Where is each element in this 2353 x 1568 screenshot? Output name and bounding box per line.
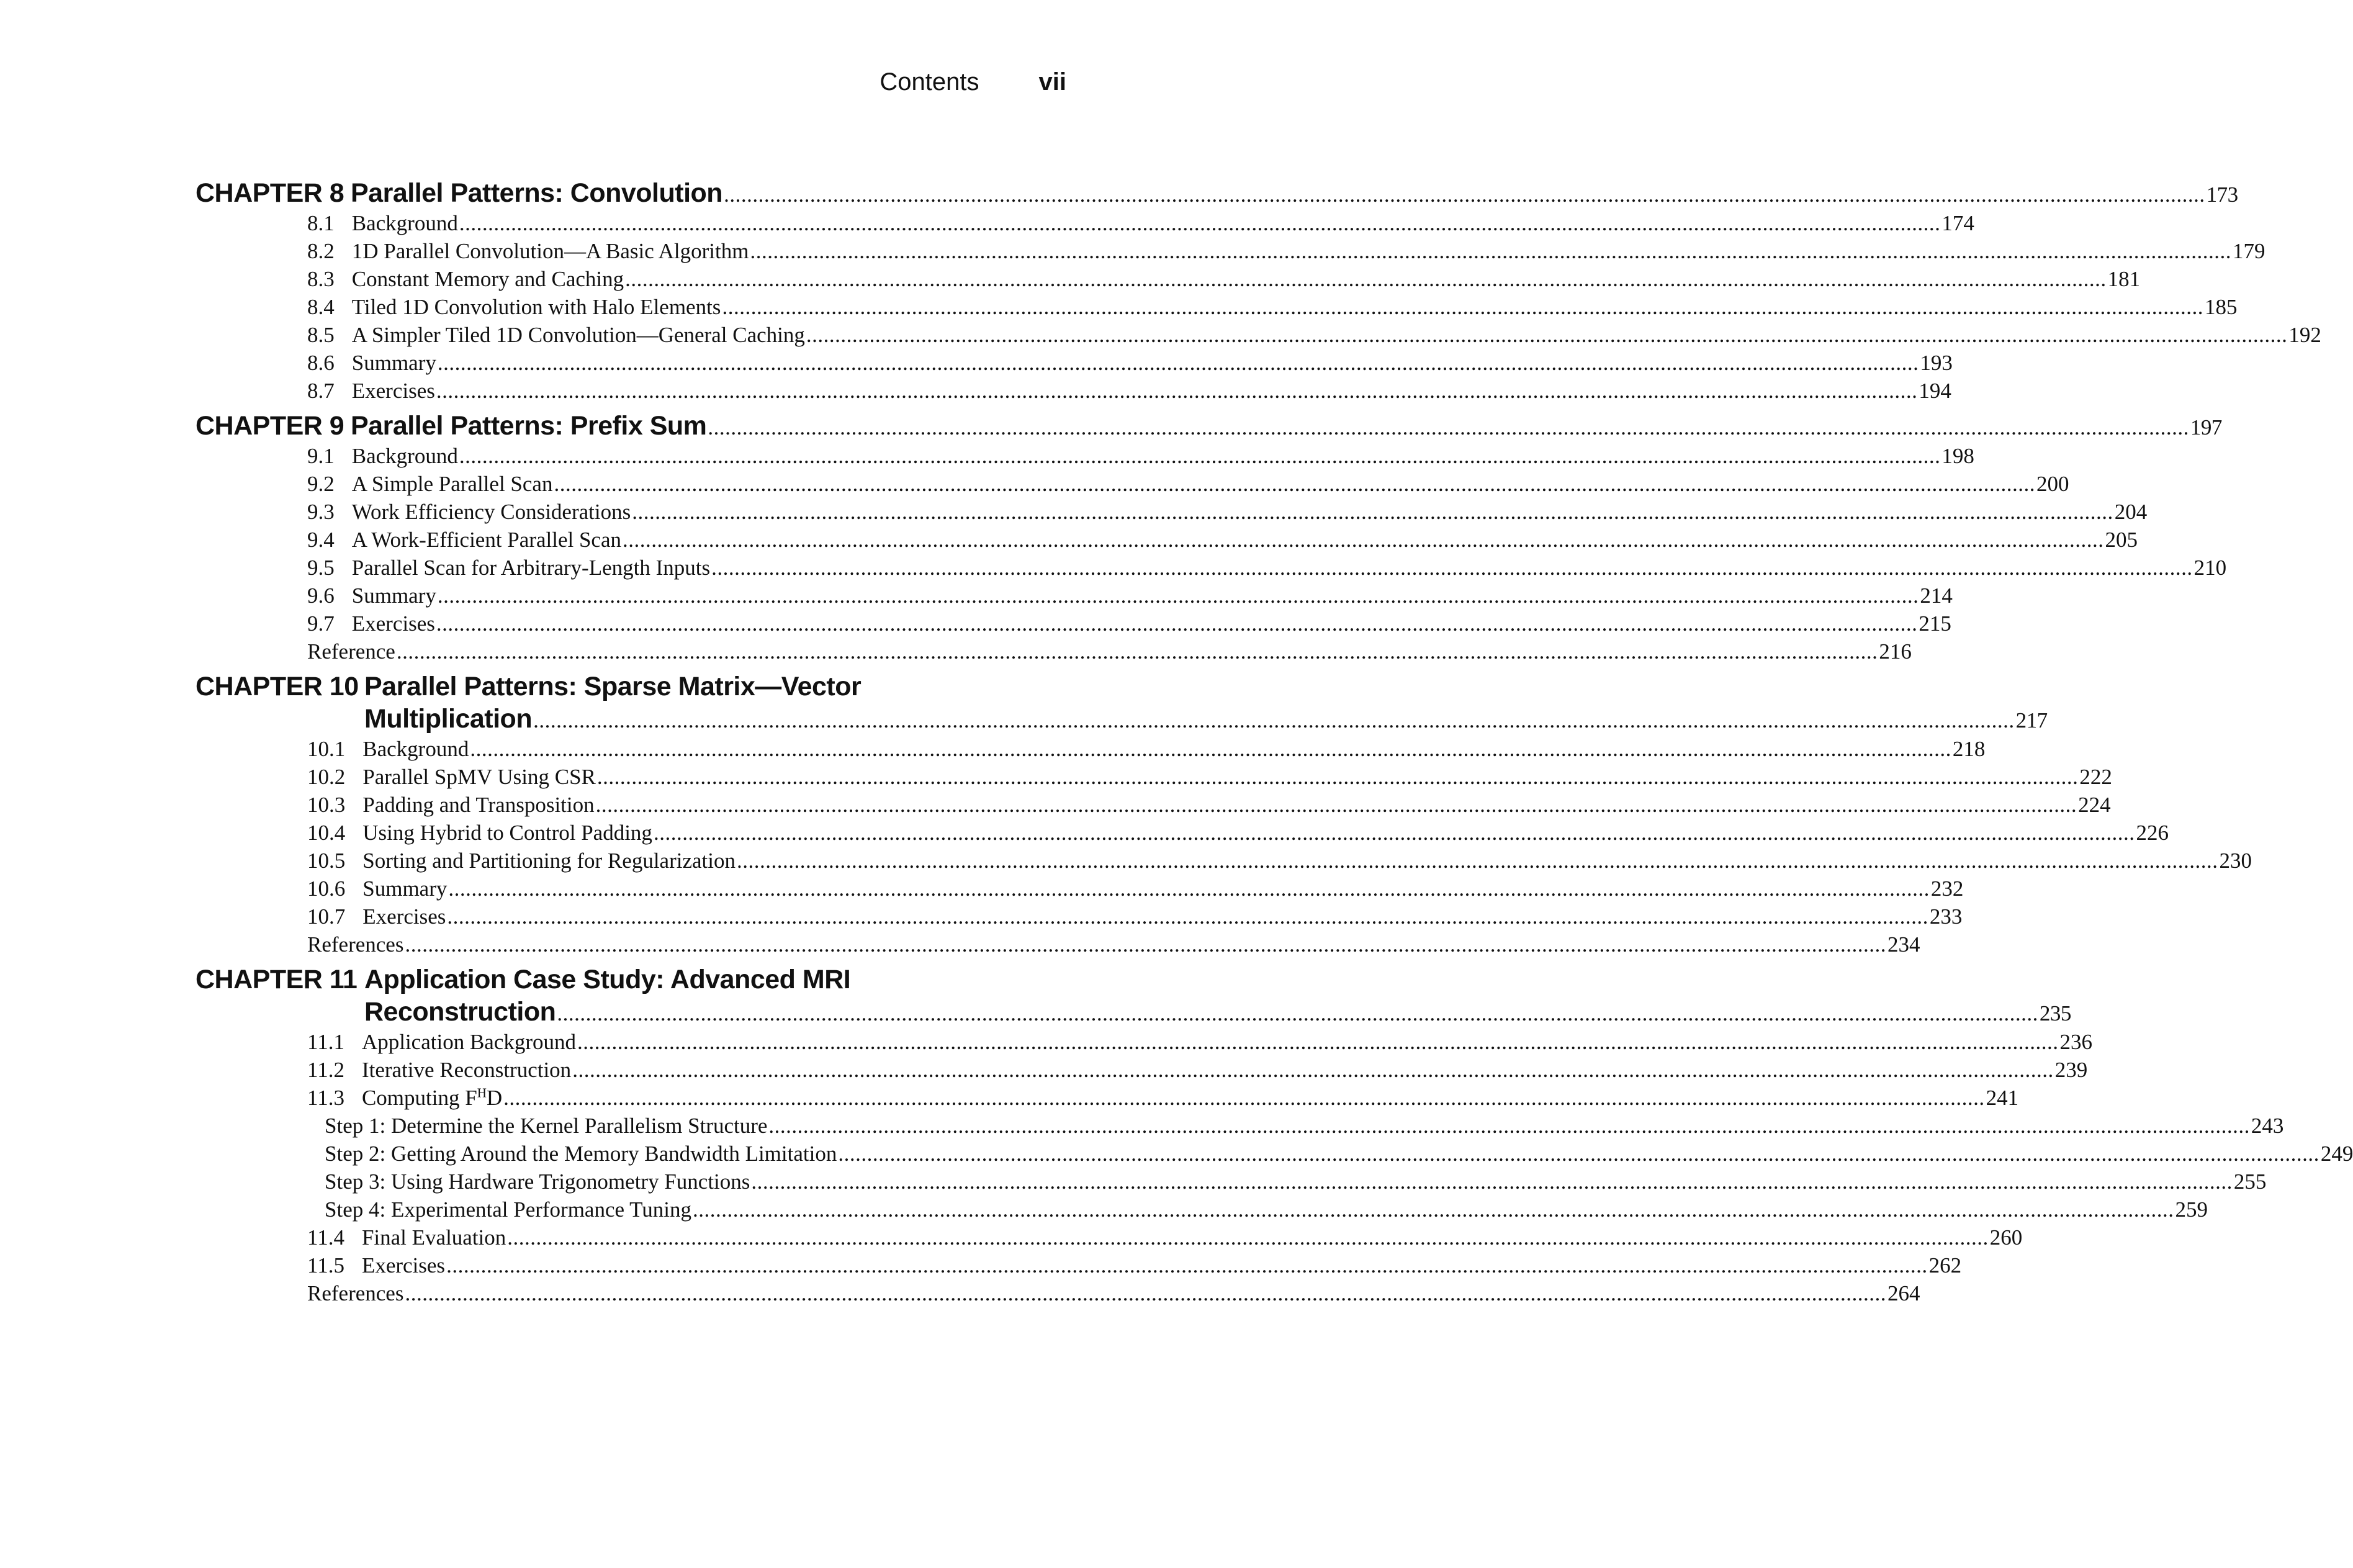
toc-row[interactable] (307, 237, 2265, 265)
section-title-text: Step 4: Experimental Performance Tuning (325, 1197, 692, 1222)
chapter-entry (196, 410, 2227, 665)
section-title-text: Summary (351, 583, 436, 608)
section-title (362, 847, 736, 875)
section-page-number: 249 (2320, 1142, 2353, 1166)
toc-row[interactable] (307, 377, 1951, 405)
section-number: 11.5 (307, 1253, 344, 1277)
chapter-title: Parallel Patterns: Convolution (351, 178, 723, 208)
toc-row[interactable] (307, 1028, 2093, 1056)
section-number: 10.6 (307, 876, 346, 901)
toc-reference-row[interactable] (307, 638, 1912, 665)
dot-leader (447, 903, 1928, 930)
section-number: 8.2 (307, 239, 335, 263)
section-title (362, 1223, 506, 1251)
section-page-number: 259 (2175, 1197, 2208, 1222)
dot-leader (737, 847, 2218, 875)
section-title (362, 1251, 445, 1279)
section-number: 9.3 (307, 500, 335, 524)
section-number: 8.5 (307, 323, 335, 347)
section-title-text: 1D Parallel Convolution—A Basic Algorithm (351, 239, 749, 263)
dot-leader (554, 470, 2035, 498)
section-page-number: 193 (1920, 351, 1953, 375)
section-page-number: 210 (2193, 556, 2227, 580)
dot-leader (724, 177, 2205, 211)
chapter-page-number: 217 (2015, 708, 2048, 732)
section-title (362, 735, 469, 763)
section-title (362, 763, 596, 791)
toc-row[interactable] (307, 293, 2238, 321)
chapter-heading[interactable] (196, 410, 2222, 442)
section-number: 9.6 (307, 583, 335, 608)
dot-leader (405, 1279, 1886, 1307)
chapter-title: Parallel Patterns: Prefix Sum (351, 411, 707, 441)
section-number: 8.7 (307, 379, 335, 403)
reference-page-number: 264 (1887, 1281, 1920, 1305)
section-title-text: Final Evaluation (361, 1225, 506, 1250)
dot-leader (470, 735, 1951, 763)
section-title-text: A Simple Parallel Scan (351, 472, 553, 496)
section-page-number: 198 (1941, 444, 1974, 468)
chapter-label: CHAPTER 9 (196, 411, 344, 441)
section-number: 9.1 (307, 444, 335, 468)
section-title (325, 1112, 767, 1140)
toc-row[interactable] (307, 1251, 1962, 1279)
running-head-page-number: vii (1038, 68, 1066, 96)
section-title (362, 875, 447, 903)
section-page-number: 241 (1986, 1086, 2019, 1110)
section-title-text: Using Hybrid to Control Padding (362, 821, 652, 845)
toc-row[interactable] (307, 903, 1963, 930)
dot-leader (632, 498, 2113, 526)
toc-row[interactable] (307, 1084, 2019, 1112)
chapter-entry (196, 177, 2321, 405)
toc-row[interactable] (307, 819, 2169, 847)
section-title-text: Background (351, 211, 458, 235)
dot-leader (806, 321, 2288, 349)
section-title-text: Exercises (361, 1253, 446, 1277)
toc-row[interactable] (307, 526, 2138, 554)
section-title-suffix: D (486, 1086, 503, 1110)
toc-reference-row[interactable] (307, 1279, 1920, 1307)
toc-row[interactable] (307, 582, 1953, 610)
toc-step-row[interactable] (307, 1196, 2208, 1223)
section-page-number: 214 (1920, 583, 1953, 608)
section-title-text: Tiled 1D Convolution with Halo Elements (351, 295, 721, 319)
dot-leader (557, 996, 2038, 1030)
toc-row[interactable] (307, 349, 1953, 377)
toc-row[interactable] (307, 1223, 2023, 1251)
section-title (352, 554, 710, 582)
section-title-text: Exercises (351, 611, 435, 636)
chapter-entry (196, 670, 2252, 958)
section-title-text: Step 1: Determine the Kernel Parallelism Structure (325, 1114, 768, 1138)
section-number: 11.3 (307, 1086, 344, 1110)
superscript: H (477, 1085, 487, 1101)
section-number: 9.2 (307, 472, 335, 496)
section-page-number: 233 (1929, 904, 1963, 929)
dot-leader (397, 638, 1878, 665)
section-title-text: Constant Memory and Caching (351, 267, 624, 291)
section-page-number: 174 (1941, 211, 1974, 235)
section-number: 9.5 (307, 556, 335, 580)
section-title-text: A Work-Efficient Parallel Scan (351, 528, 621, 552)
toc-step-row[interactable] (307, 1168, 2267, 1196)
section-page-number: 224 (2078, 793, 2111, 817)
table-of-contents (196, 177, 2353, 1312)
section-title-text: Sorting and Partitioning for Regularization (362, 849, 736, 873)
section-page-number: 204 (2114, 500, 2148, 524)
toc-row[interactable] (307, 265, 2141, 293)
toc-row[interactable] (307, 791, 2111, 819)
section-number: 11.4 (307, 1225, 344, 1250)
section-number: 8.3 (307, 267, 335, 291)
chapter-label: CHAPTER 10 (196, 672, 359, 701)
section-title-text: Iterative Reconstruction (361, 1058, 572, 1082)
section-page-number: 200 (2036, 472, 2069, 496)
dot-leader (597, 763, 2079, 791)
section-title (352, 582, 436, 610)
toc-row[interactable] (307, 442, 1974, 470)
dot-leader (459, 442, 1941, 470)
section-page-number: 239 (2054, 1058, 2088, 1082)
section-page-number: 181 (2107, 267, 2141, 291)
chapter-heading[interactable] (196, 177, 2238, 209)
dot-leader (507, 1223, 1989, 1251)
section-number: 8.4 (307, 295, 335, 319)
section-number: 9.4 (307, 528, 335, 552)
chapter-title-line: Application Case Study: Advanced MRI (364, 965, 851, 994)
section-number: 10.5 (307, 849, 346, 873)
section-number: 10.2 (307, 765, 346, 789)
section-title-text: Computing F (361, 1086, 477, 1110)
section-title-text: Parallel SpMV Using CSR (362, 765, 596, 789)
section-title (352, 293, 721, 321)
dot-leader (446, 1251, 1928, 1279)
toc-row[interactable] (307, 735, 1986, 763)
section-title (352, 209, 458, 237)
section-title (352, 265, 624, 293)
reference-title: References (307, 932, 404, 957)
section-title (352, 526, 621, 554)
section-title-text: Step 3: Using Hardware Trigonometry Functions (325, 1169, 750, 1194)
section-number: 11.1 (307, 1030, 344, 1054)
section-title (352, 498, 631, 526)
running-head (880, 68, 1066, 96)
chapter-page-number: 235 (2039, 1001, 2071, 1025)
toc-row[interactable] (307, 763, 2112, 791)
section-title (325, 1196, 691, 1223)
section-page-number: 232 (1930, 876, 1964, 901)
dot-leader (533, 703, 2015, 737)
dot-leader (768, 1112, 2250, 1140)
toc-row[interactable] (307, 470, 2069, 498)
toc-row[interactable] (307, 847, 2252, 875)
dot-leader (711, 554, 2193, 582)
reference-page-number: 234 (1887, 932, 1920, 957)
section-number: 10.3 (307, 793, 346, 817)
dot-leader (838, 1140, 2319, 1168)
section-page-number: 262 (1928, 1253, 1962, 1277)
section-page-number: 226 (2136, 821, 2169, 845)
running-head-label: Contents (880, 68, 979, 96)
section-page-number: 260 (1989, 1225, 2023, 1250)
section-page-number: 255 (2233, 1169, 2267, 1194)
toc-row[interactable] (307, 1056, 2088, 1084)
dot-leader (438, 349, 1919, 377)
section-page-number: 192 (2288, 323, 2321, 347)
section-page-number: 194 (1919, 379, 1951, 403)
section-title-text: Exercises (351, 379, 435, 403)
chapter-page-number: 197 (2190, 415, 2222, 439)
section-title-text: Exercises (362, 904, 446, 929)
section-title (352, 321, 805, 349)
dot-leader (436, 610, 1918, 638)
section-number: 9.7 (307, 611, 335, 636)
dot-leader (623, 526, 2104, 554)
section-page-number: 218 (1952, 737, 1986, 761)
reference-title: References (307, 1281, 404, 1305)
section-title-text: Parallel Scan for Arbitrary-Length Inputs (351, 556, 711, 580)
chapter-heading[interactable] (196, 963, 2071, 1028)
section-title-text: Padding and Transposition (362, 793, 595, 817)
section-title-text: Background (351, 444, 458, 468)
toc-row[interactable] (307, 875, 1964, 903)
dot-leader (596, 791, 2077, 819)
chapter-page-number: 173 (2206, 182, 2238, 207)
section-title-text: Background (362, 737, 469, 761)
toc-step-row[interactable] (307, 1140, 2353, 1168)
dot-leader (448, 875, 1930, 903)
toc-row[interactable] (307, 209, 1974, 237)
chapter-label: CHAPTER 8 (196, 178, 344, 208)
section-title-text: Application Background (361, 1030, 577, 1054)
section-number: 10.7 (307, 904, 346, 929)
section-page-number: 243 (2251, 1114, 2284, 1138)
section-title (352, 237, 749, 265)
dot-leader (750, 237, 2231, 265)
chapter-heading[interactable] (196, 670, 2048, 735)
section-page-number: 236 (2059, 1030, 2093, 1054)
dot-leader (405, 930, 1886, 958)
section-title (362, 1084, 502, 1112)
section-page-number: 205 (2105, 528, 2138, 552)
section-number: 8.1 (307, 211, 335, 235)
chapter-entry (196, 963, 2353, 1307)
section-title (352, 610, 435, 638)
section-title (325, 1168, 750, 1196)
dot-leader (436, 377, 1918, 405)
section-title (352, 470, 553, 498)
toc-row[interactable] (307, 498, 2148, 526)
reference-title: Reference (307, 639, 395, 664)
section-title-text: Work Efficiency Considerations (351, 500, 631, 524)
dot-leader (503, 1084, 1985, 1112)
section-title-text: Summary (362, 876, 448, 901)
dot-leader (751, 1168, 2233, 1196)
toc-row[interactable] (307, 321, 2321, 349)
dot-leader (572, 1056, 2054, 1084)
section-page-number: 179 (2232, 239, 2265, 263)
section-page-number: 185 (2204, 295, 2238, 319)
dot-leader (722, 293, 2203, 321)
chapter-title-line: Parallel Patterns: Sparse Matrix—Vector (364, 672, 862, 701)
toc-reference-row[interactable] (307, 930, 1920, 958)
section-title (352, 377, 435, 405)
dot-leader (459, 209, 1941, 237)
dot-leader (625, 265, 2107, 293)
toc-row[interactable] (307, 610, 1951, 638)
section-title (325, 1140, 837, 1168)
section-title (352, 442, 458, 470)
chapter-title: Reconstruction (364, 997, 556, 1027)
toc-row[interactable] (307, 554, 2227, 582)
section-title (362, 1028, 576, 1056)
section-title (362, 1056, 571, 1084)
section-title-text: Step 2: Getting Around the Memory Bandwidth Limitation (325, 1142, 837, 1166)
reference-page-number: 216 (1879, 639, 1912, 664)
dot-leader (577, 1028, 2059, 1056)
section-number: 10.4 (307, 821, 346, 845)
section-page-number: 215 (1919, 611, 1951, 636)
section-page-number: 230 (2219, 849, 2252, 873)
section-title-text: A Simpler Tiled 1D Convolution—General Caching (351, 323, 805, 347)
section-title (362, 791, 594, 819)
section-title (362, 819, 652, 847)
chapter-label: CHAPTER 11 (196, 965, 358, 994)
dot-leader (654, 819, 2135, 847)
section-title (352, 349, 436, 377)
chapter-title: Multiplication (364, 704, 533, 734)
toc-step-row[interactable] (307, 1112, 2284, 1140)
section-number: 11.2 (307, 1058, 344, 1082)
section-number: 8.6 (307, 351, 335, 375)
dot-leader (438, 582, 1919, 610)
section-title-text: Summary (351, 351, 436, 375)
dot-leader (708, 410, 2189, 444)
section-title (362, 903, 446, 930)
section-page-number: 222 (2079, 765, 2112, 789)
section-number: 10.1 (307, 737, 346, 761)
dot-leader (693, 1196, 2174, 1223)
